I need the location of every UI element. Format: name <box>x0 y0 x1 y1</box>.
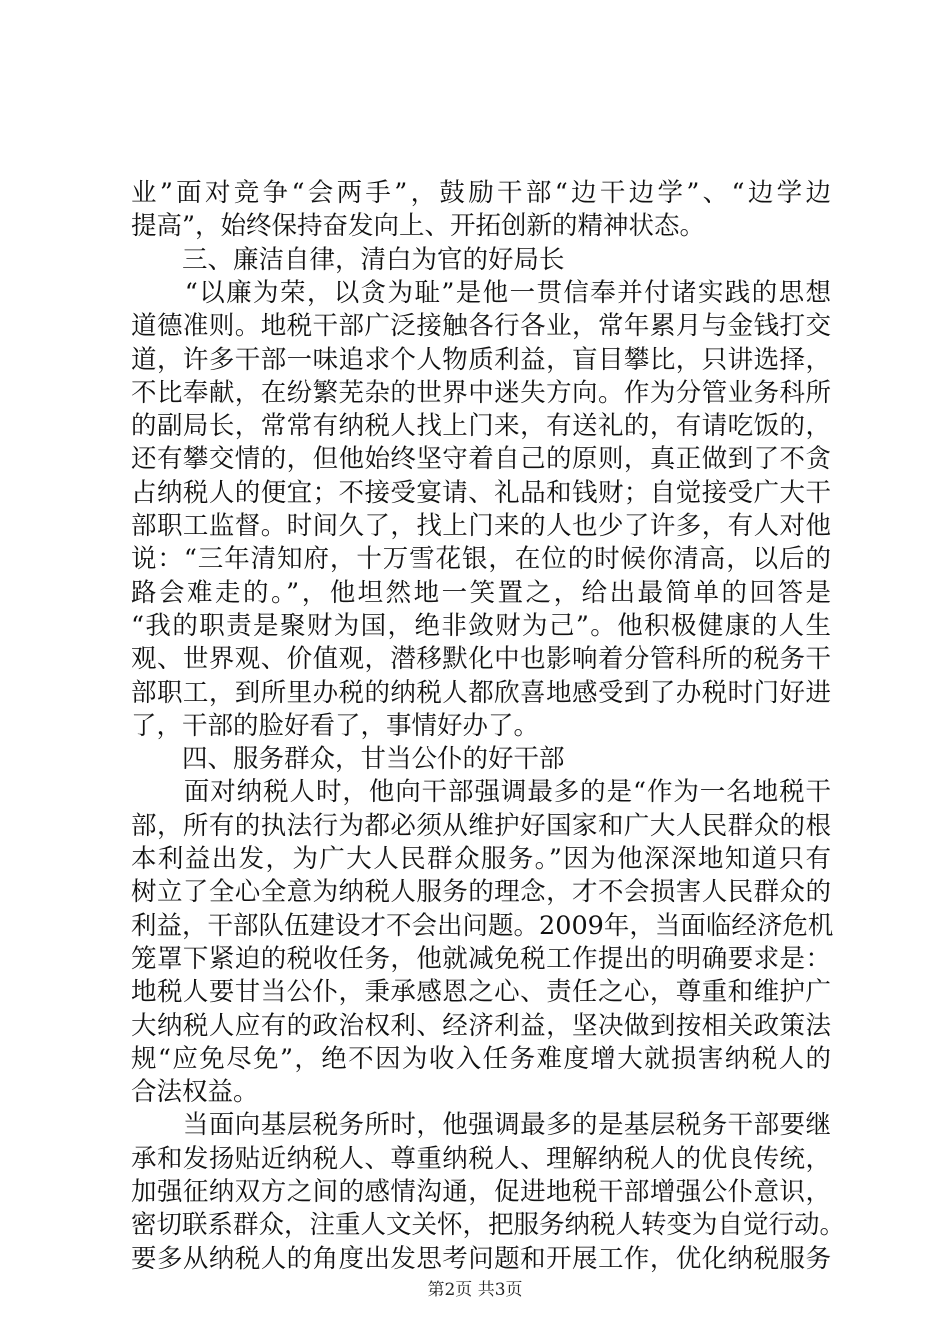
text-line: 道，许多干部一味追求个人物质利益，盲目攀比，只讲选择， <box>131 344 831 375</box>
text-line: “以廉为荣，以贪为耻”是他一贯信奉并付诸实践的思想 <box>131 277 831 308</box>
text-line: 密切联系群众，注重人文关怀，把服务纳税人转变为自觉行动。 <box>131 1210 846 1241</box>
text-line: 笼罩下紧迫的税收任务，他就减免税工作提出的明确要求是： <box>131 943 831 974</box>
text-line: 路会难走的。”，他坦然地一笑置之，给出最简单的回答是 <box>131 577 831 608</box>
text-line: 说：“三年清知府，十万雪花银，在位的时候你清高，以后的 <box>131 544 831 575</box>
text-line: 还有攀交情的，但他始终坚守着自己的原则，真正做到了不贪 <box>131 444 831 475</box>
text-line: 部职工，到所里办税的纳税人都欣喜地感受到了办税时门好进 <box>131 677 831 708</box>
text-line: 的副局长，常常有纳税人找上门来，有送礼的，有请吃饭的， <box>131 411 831 442</box>
text-line: 观、世界观、价值观，潜移默化中也影响着分管科所的税务干 <box>131 644 831 675</box>
text-line: 利益，干部队伍建设才不会出问题。2009年，当面临经济危机 <box>131 910 834 941</box>
text-line: 不比奉献，在纷繁芜杂的世界中迷失方向。作为分管业务科所 <box>131 377 831 408</box>
text-line: 合法权益。 <box>131 1077 259 1108</box>
text-line: 地税人要甘当公仆，秉承感恩之心、责任之心，尊重和维护广 <box>131 977 831 1008</box>
text-line: 业”面对竞争“会两手”，鼓励干部“边干边学”、“边学边 <box>131 178 831 208</box>
text-line: “我的职责是聚财为国，绝非敛财为己”。他积极健康的人生 <box>131 610 831 641</box>
text-line: 要多从纳税人的角度出发思考问题和开展工作，优化纳税服务 <box>131 1243 831 1274</box>
text-line: 提高”，始终保持奋发向上、开拓创新的精神状态。 <box>131 211 706 242</box>
page-footer: 第2页 共3页 <box>427 1280 523 1300</box>
text-line: 了，干部的脸好看了，事情好办了。 <box>131 710 540 741</box>
text-line: 规“应免尽免”，绝不因为收入任务难度增大就损害纳税人的 <box>131 1043 831 1074</box>
text-line: 承和发扬贴近纳税人、尊重纳税人、理解纳税人的优良传统， <box>131 1143 831 1174</box>
text-line: 道德准则。地税干部广泛接触各行各业，常年累月与金钱打交 <box>131 311 831 342</box>
text-line: 本利益出发，为广大人民群众服务。”因为他深深地知道只有 <box>131 844 831 874</box>
section-heading: 三、廉洁自律，清白为官的好局长 <box>131 244 565 275</box>
text-line: 占纳税人的便宜；不接受宴请、礼品和钱财；自觉接受广大干 <box>131 477 831 508</box>
text-line: 面对纳税人时，他向干部强调最多的是“作为一名地税干 <box>131 777 831 808</box>
text-line: 大纳税人应有的政治权利、经济利益，坚决做到按相关政策法 <box>131 1010 831 1041</box>
text-line: 当面向基层税务所时，他强调最多的是基层税务干部要继 <box>131 1110 831 1141</box>
text-line: 部职工监督。时间久了，找上门来的人也少了许多，有人对他 <box>131 511 831 541</box>
text-line: 加强征纳双方之间的感情沟通，促进地税干部增强公仆意识， <box>131 1177 831 1207</box>
text-line: 部，所有的执法行为都必须从维护好国家和广大人民群众的根 <box>131 810 831 841</box>
section-heading: 四、服务群众，甘当公仆的好干部 <box>131 744 565 775</box>
text-line: 树立了全心全意为纳税人服务的理念，才不会损害人民群众的 <box>131 877 831 908</box>
